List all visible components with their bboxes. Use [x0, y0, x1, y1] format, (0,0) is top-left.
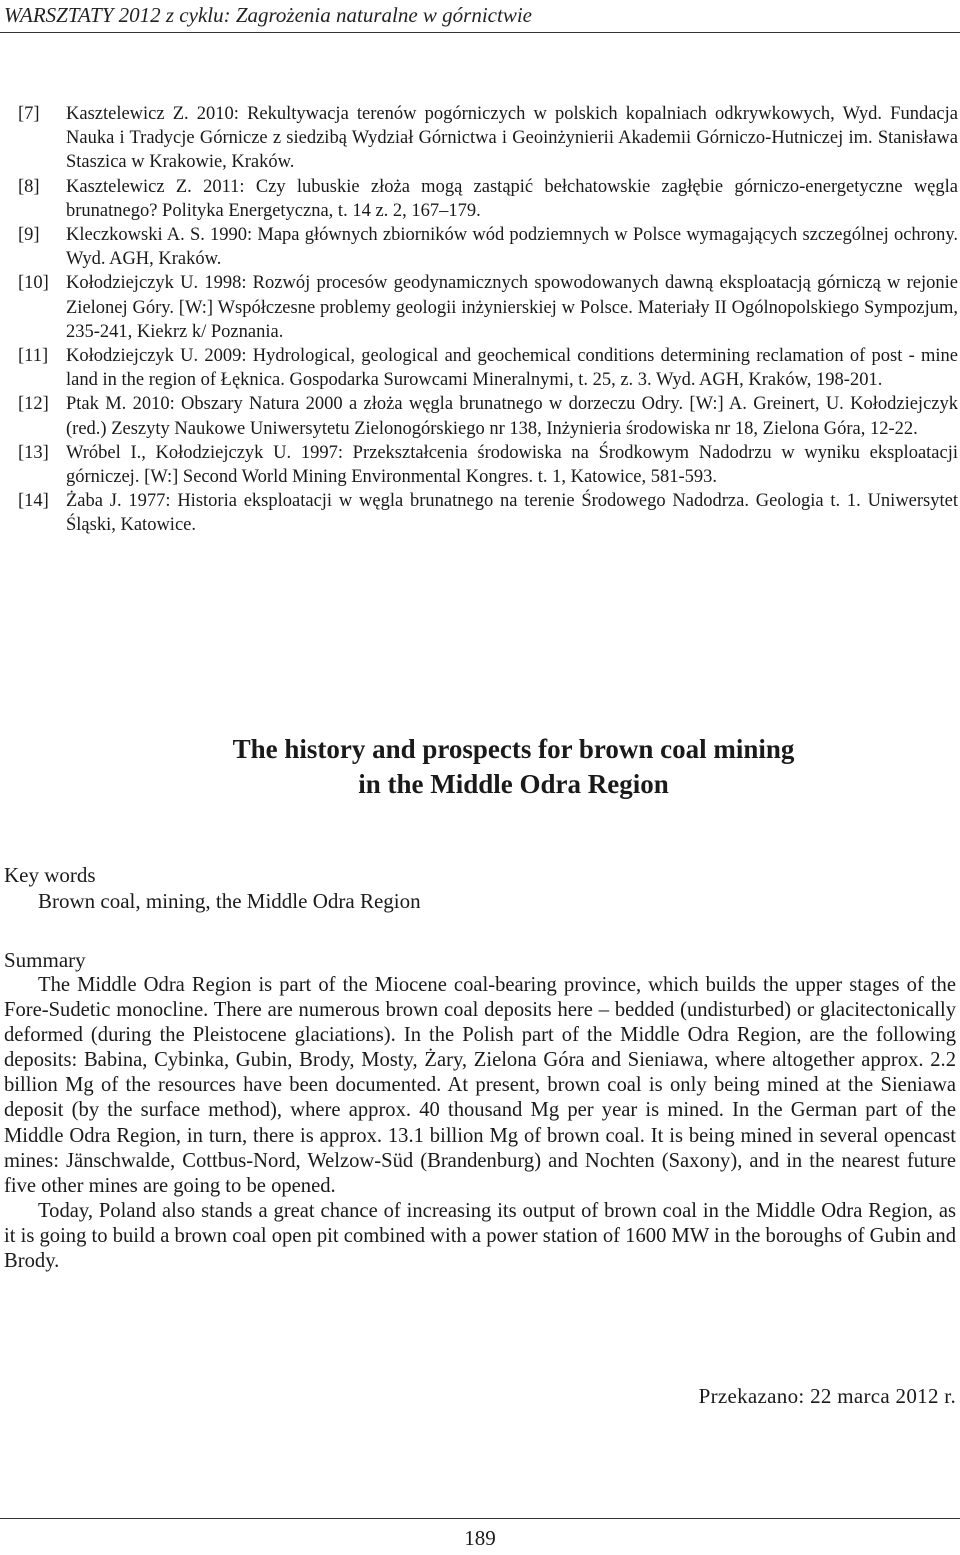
reference-number: [13]: [18, 442, 49, 463]
reference-item: [18, 271, 958, 344]
summary-label: Summary: [4, 948, 86, 972]
summary-paragraph: The Middle Odra Region is part of the Miocene coal-bearing province, which builds the upper stages of the Fore-Sudetic monocline. There are numerous brown coal deposits here – bedded (undisturbed) or glacitectonically deformed (during the Pleistocene glaciations). In the Polish part of the Middle Odra Region, are the following deposits: Babina, Cybinka, Gubin, Brody, Mosty, Żary, Zielona Góra and Sieniawa, where altogether approx. 2.2 billion Mg of the resources have been documented. At present, brown coal is only being mined at the Sieniawa deposit (by the surface method), where approx. 40 thousand Mg per year is mined. In the German part of the Middle Odra Region, in turn, there is approx. 13.1 billion Mg of brown coal. It is being mined in several opencast mines: Jänschwalde, Cottbus-Nord, Welzow-Süd (Brandenburg) and Nochten (Saxony), and in the nearest future five other mines are going to be opened.: [4, 974, 956, 1197]
reference-text: Kołodziejczyk U. 2009: Hydrological, geological and geochemical conditions determining reclamation of post - mine land in the region of Łęknica. Gospodarka Surowcami Mineralnymi, t. 25, z. 3. Wyd. AGH, Kraków, 198-201.: [66, 346, 958, 391]
reference-text: Ptak M. 2010: Obszary Natura 2000 a złoża węgla brunatnego w dorzeczu Odry. [W:] A. Greinert, U. Kołodziejczyk (red.) Zeszyty Naukowe Uniwersytetu Zielonogórskiego nr 138, Inżynieria środowiska nr 18, Zielona Góra, 12-22.: [66, 394, 958, 439]
summary-body: [4, 973, 956, 1274]
reference-number: [9]: [18, 225, 40, 246]
reference-text: Wróbel I., Kołodziejczyk U. 1997: Przekształcenia środowiska na Środkowym Nadodrzu w wyniku eksploatacji górniczej. [W:] Second World Mining Environmental Kongres. t. 1, Katowice, 581-593.: [66, 442, 958, 488]
reference-item: [18, 175, 958, 223]
reference-list: [18, 102, 958, 538]
received-date: Przekazano: 22 marca 2012 r.: [698, 1384, 956, 1408]
reference-item: [18, 489, 958, 537]
reference-text: Kołodziejczyk U. 1998: Rozwój procesów geodynamicznych spowodowanych dawną eksploatacją górniczą w rejonie Zielonej Góry. [W:] Współczesne problemy geologii inżynierskiej w Polsce. Materiały II Ogólnopolskiego Sympozjum, 235-241, Kiekrz k/ Poznania.: [66, 273, 958, 342]
summary-paragraph: Today, Poland also stands a great chance of increasing its output of brown coal in the Middle Odra Region, as it is going to build a brown coal open pit combined with a power station of 1600 MW in the boroughs of Gubin and Brody.: [4, 1199, 956, 1273]
footer-rule: [0, 1518, 960, 1519]
article-title-line-1: The history and prospects for brown coal mining: [232, 734, 795, 764]
reference-number: [8]: [18, 176, 40, 197]
keywords-label: Key words: [4, 863, 96, 887]
keywords-text: Brown coal, mining, the Middle Odra Region: [38, 889, 421, 913]
reference-number: [7]: [18, 104, 40, 124]
reference-number: [12]: [18, 394, 49, 415]
header-rule: [0, 32, 960, 33]
reference-number: [14]: [18, 491, 49, 512]
reference-item: [18, 344, 958, 392]
reference-number: [10]: [18, 273, 49, 294]
reference-item: [18, 223, 958, 271]
reference-text: Żaba J. 1977: Historia eksploatacji w węgla brunatnego na terenie Środowego Nadodrza. Geologia t. 1. Uniwersytet Śląski, Katowice.: [66, 491, 958, 536]
reference-item: [18, 392, 958, 440]
article-title: [0, 732, 960, 802]
reference-text: Kasztelewicz Z. 2011: Czy lubuskie złoża mogą zastąpić bełchatowskie zagłębie górniczo-energetyczne węgla brunatnego? Polityka Energetyczna, t. 14 z. 2, 167–179.: [66, 176, 958, 221]
reference-number: [11]: [18, 346, 49, 367]
reference-item: [18, 441, 958, 489]
article-title-line-2: in the Middle Odra Region: [358, 769, 669, 799]
reference-text: Kasztelewicz Z. 2010: Rekultywacja terenów pogórniczych w polskich kopalniach odkrywkowych, Wyd. Fundacja Nauka i Tradycje Górnicze z siedzibą Wydział Górnictwa i Geoinżynierii Akademii Górniczo-Hutniczej im. Stanisława Staszica w Krakowie, Kraków.: [66, 104, 958, 173]
reference-item: [18, 102, 958, 175]
page-number: 189: [464, 1526, 496, 1550]
running-header: WARSZTATY 2012 z cyklu: Zagrożenia naturalne w górnictwie: [4, 3, 532, 27]
reference-text: Kleczkowski A. S. 1990: Mapa głównych zbiorników wód podziemnych w Polsce wymagających szczególnej ochrony. Wyd. AGH, Kraków.: [66, 225, 958, 270]
